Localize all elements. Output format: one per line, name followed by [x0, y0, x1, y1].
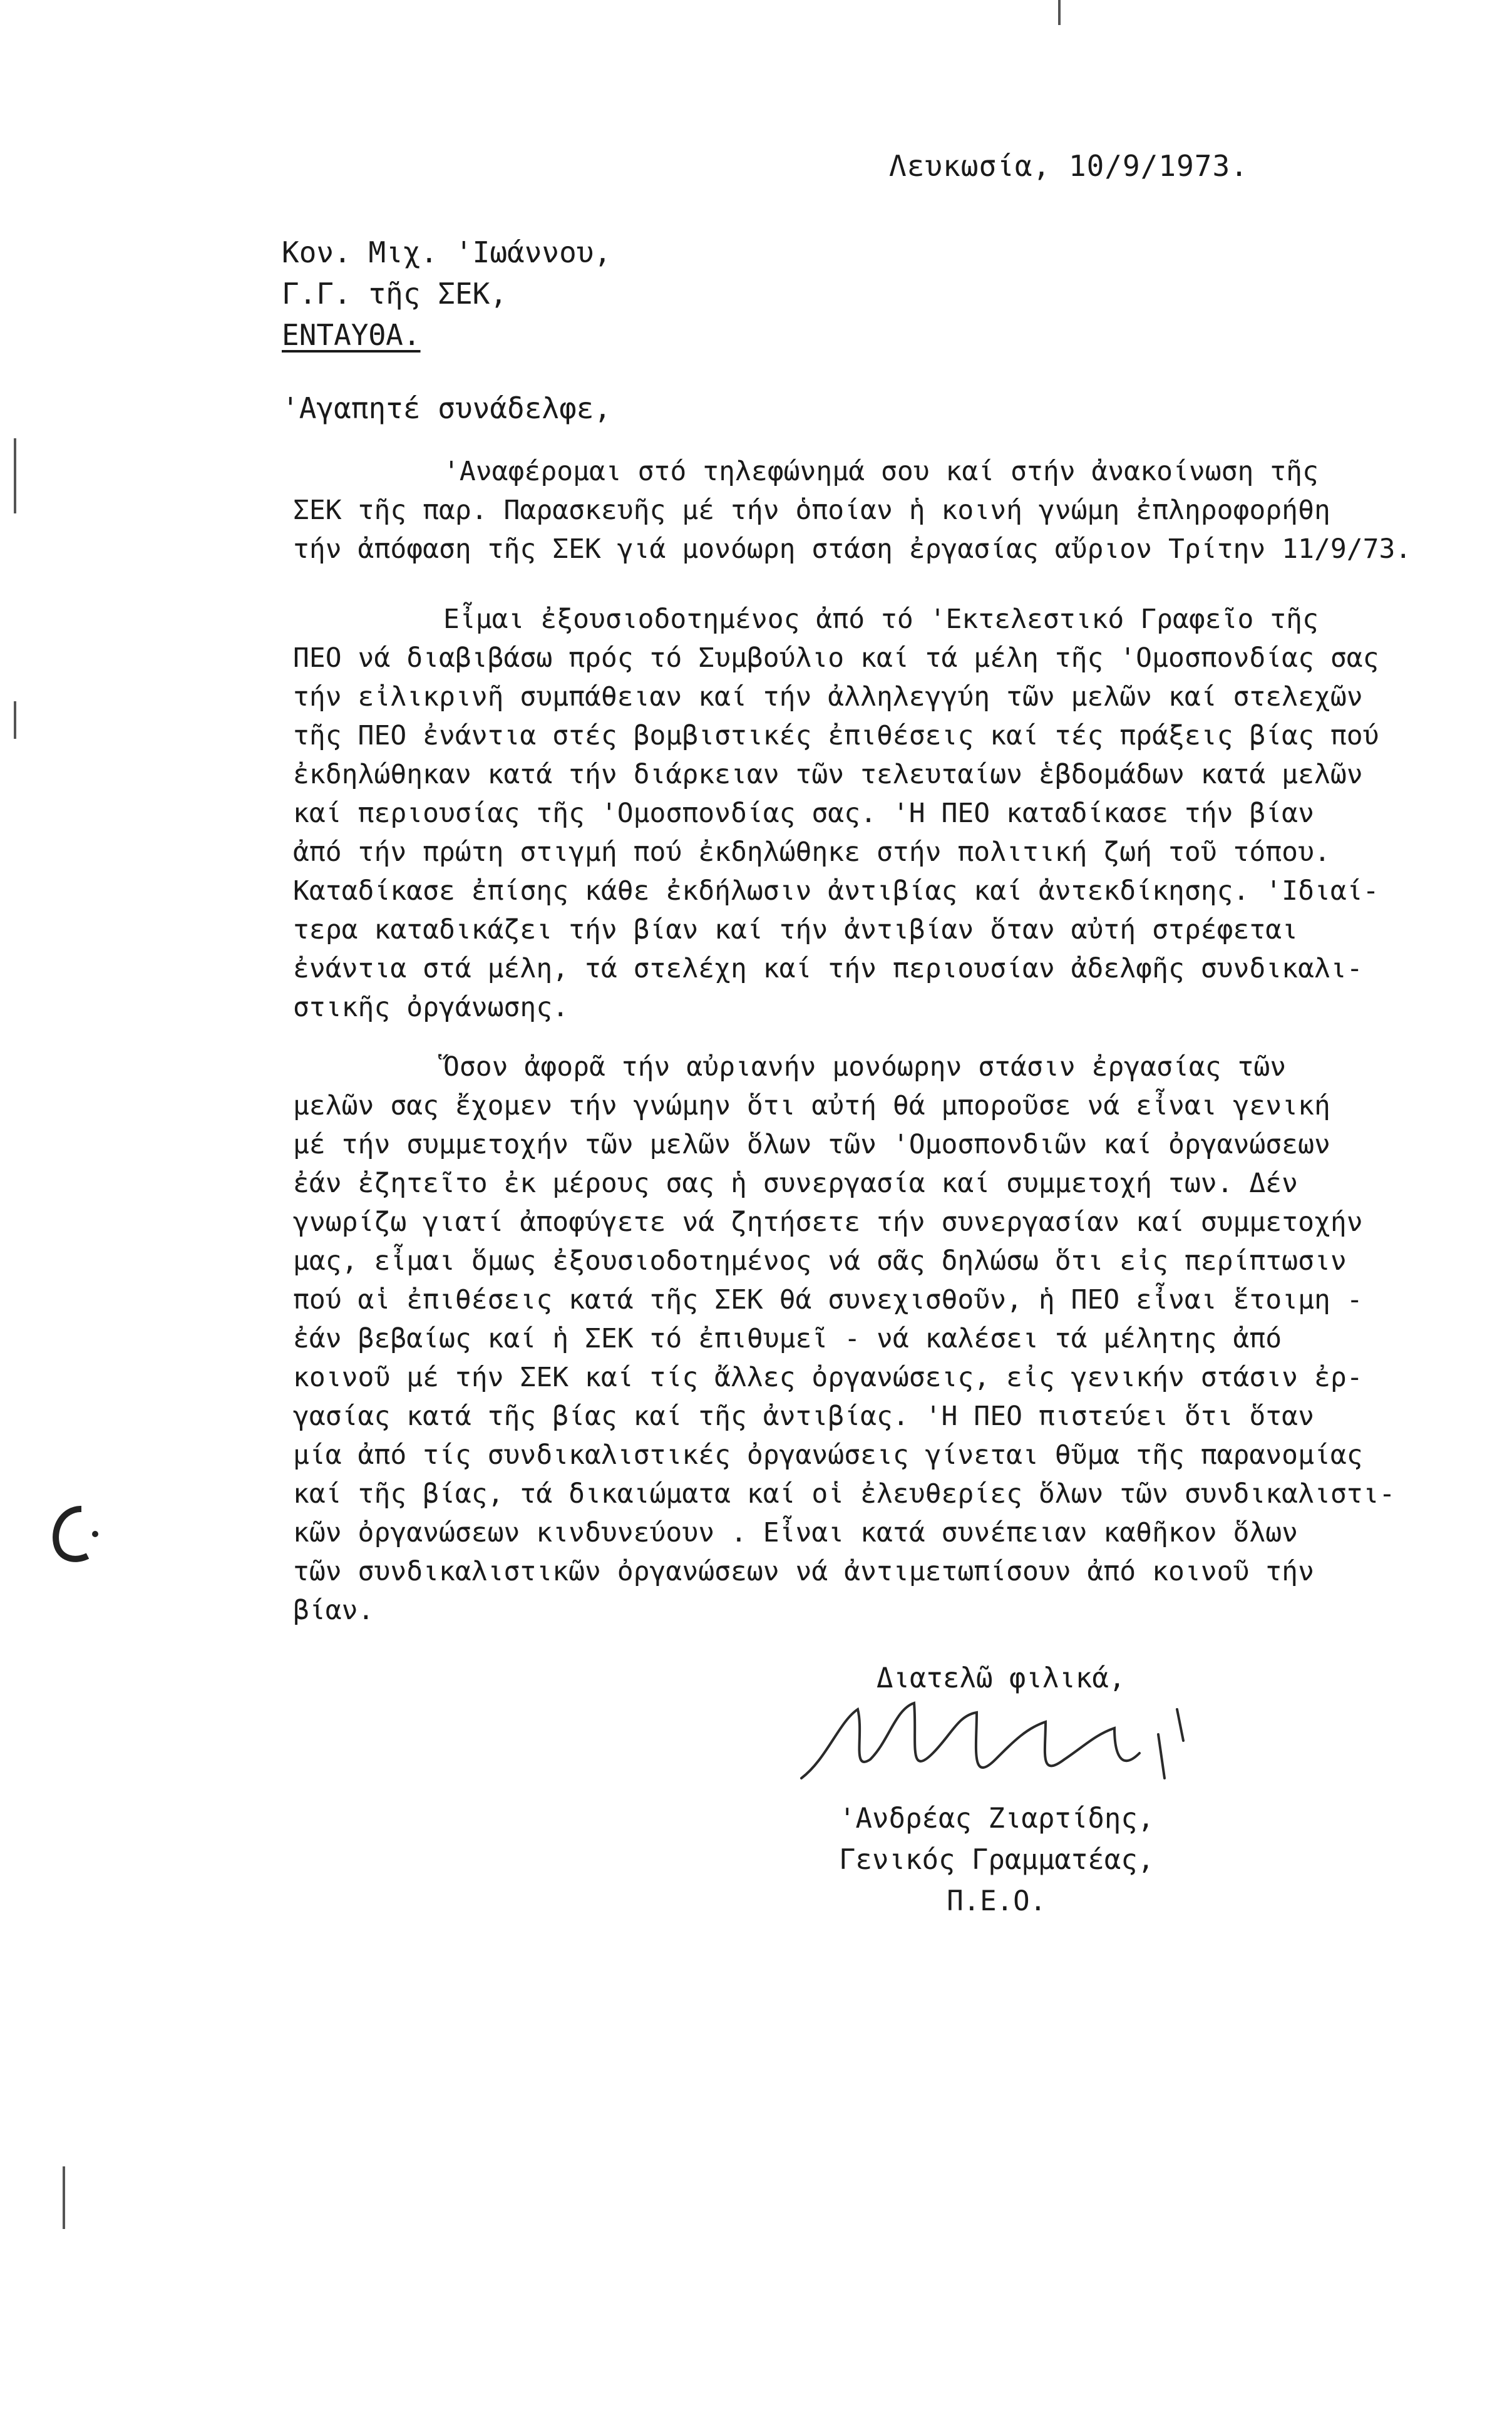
paragraph-line: βίαν. [293, 1595, 374, 1626]
paragraph-line: μέ τήν συμμετοχήν τῶν μελῶν ὅλων τῶν 'Ομοσπονδιῶν καί ὀργανώσεων [293, 1129, 1330, 1160]
paragraph-line: ἐάν βεβαίως καί ἡ ΣΕΚ τό ἐπιθυμεῖ - νά καλέσει τά μέλητης ἀπό [293, 1323, 1282, 1354]
paragraph-line: κῶν ὀργανώσεων κινδυνεύουν . Εἶναι κατά συνέπειαν καθῆκον ὅλων [293, 1517, 1299, 1548]
paragraph-line: ΠΕΟ νά διαβιβάσω πρός τό Συμβούλιο καί τά μέλη τῆς 'Ομοσπονδίας σας [293, 642, 1379, 674]
letter-date: Λευκωσία, 10/9/1973. [889, 149, 1248, 183]
signature-block [839, 1798, 1154, 1922]
scan-edge-mark [14, 438, 16, 513]
paragraph-line: κοινοῦ μέ τήν ΣΕΚ καί τίς ἄλλες ὀργανώσεις, εἰς γενικήν στάσιν ἐρ- [293, 1362, 1363, 1393]
paragraph-line: 'Αναφέρομαι στό τηλεφώνημά σου καί στήν ἀνακοίνωση τῆς [443, 456, 1319, 487]
paragraph-line: τῶν συνδικαλιστικῶν ὀργανώσεων νά ἀντιμετωπίσουν ἀπό κοινοῦ τήν [293, 1556, 1314, 1587]
paragraph-line: στικῆς ὀργάνωσης. [293, 992, 569, 1023]
paragraph-line: ἐάν ἐζητεῖτο ἐκ μέρους σας ἡ συνεργασία καί συμμετοχή των. Δέν [293, 1168, 1299, 1199]
paragraph-line: Καταδίκασε ἐπίσης κάθε ἐκδήλωσιν ἀντιβίας καί ἀντεκδίκησης. 'Ιδιαί- [293, 875, 1379, 907]
recipient-location: ΕΝΤΑΥΘΑ. [282, 318, 421, 352]
paragraph-line: τερα καταδικάζει τήν βίαν καί τήν ἀντιβίαν ὅταν αὐτή στρέφεται [293, 914, 1299, 945]
paragraph-line: τήν ἀπόφαση τῆς ΣΕΚ γιά μονόωρη στάση ἐργασίας αὔριον Τρίτην 11/9/73. [293, 533, 1412, 565]
paragraph-1 [293, 452, 1412, 569]
scan-edge-mark [1058, 0, 1061, 25]
signatory-name: 'Ανδρέας Ζιαρτίδης, [839, 1803, 1155, 1835]
paragraph-line: ἀπό τήν πρώτη στιγμή πού ἐκδηλώθηκε στήν πολιτική ζωή τοῦ τόπου. [293, 837, 1330, 868]
recipient-title: Γ.Γ. τῆς ΣΕΚ, [282, 277, 508, 311]
paragraph-line: καί περιουσίας τῆς 'Ομοσπονδίας σας. 'Η ΠΕΟ καταδίκασε τήν βίαν [293, 798, 1314, 829]
paragraph-line: μελῶν σας ἔχομεν τήν γνώμην ὅτι αὐτή θά μποροῦσε νά εἶναι γενική [293, 1090, 1330, 1121]
recipient-address [282, 232, 611, 356]
paragraph-line: Εἶμαι ἐξουσιοδοτημένος ἀπό τό 'Εκτελεστικό Γραφεῖο τῆς [443, 604, 1319, 635]
paragraph-line: τῆς ΠΕΟ ἐνάντια στές βομβιστικές ἐπιθέσεις καί τές πράξεις βίας πού [293, 720, 1379, 751]
paragraph-line: τήν εἰλικρινῆ συμπάθειαν καί τήν ἀλληλεγγύη τῶν μελῶν καί στελεχῶν [293, 681, 1363, 713]
paragraph-line: γασίας κατά τῆς βίας καί τῆς ἀντιβίας. 'Η ΠΕΟ πιστεύει ὅτι ὅταν [293, 1401, 1314, 1432]
punch-hole-mark [38, 1496, 106, 1572]
paragraph-line: πού αἱ ἐπιθέσεις κατά τῆς ΣΕΚ θά συνεχισθοῦν, ἡ ΠΕΟ εἶναι ἕτοιμη - [293, 1284, 1363, 1315]
closing: Διατελῶ φιλικά, [877, 1662, 1126, 1694]
paragraph-line: ἐκδηλώθηκαν κατά τήν διάρκειαν τῶν τελευταίων ἑβδομάδων κατά μελῶν [293, 759, 1363, 790]
salutation: 'Αγαπητέ συνάδελφε, [282, 391, 612, 425]
paragraph-2 [293, 600, 1379, 1027]
paragraph-line: γνωρίζω γιατί ἀποφύγετε νά ζητήσετε τήν συνεργασίαν καί συμμετοχήν [293, 1207, 1363, 1238]
paragraph-line: Ὅσον ἀφορᾶ τήν αὐριανήν μονόωρην στάσιν ἐργασίας τῶν [443, 1051, 1287, 1083]
signatory-organization: Π.Ε.Ο. [947, 1885, 1047, 1917]
paragraph-line: καί τῆς βίας, τά δικαιώματα καί οἱ ἐλευθερίες ὅλων τῶν συνδικαλιστι- [293, 1478, 1396, 1510]
paragraph-line: μία ἀπό τίς συνδικαλιστικές ὀργανώσεις γίνεται θῦμα τῆς παρανομίας [293, 1439, 1363, 1471]
paragraph-line: ἐνάντια στά μέλη, τά στελέχη καί τήν περιουσίαν ἀδελφῆς συνδικαλι- [293, 953, 1363, 984]
paragraph-3 [293, 1048, 1396, 1630]
handwritten-signature [789, 1684, 1240, 1810]
signatory-title: Γενικός Γραμματέας, [839, 1844, 1155, 1876]
scan-edge-mark [63, 2166, 65, 2229]
scan-edge-mark [14, 701, 16, 739]
paragraph-line: μας, εἶμαι ὅμως ἐξουσιοδοτημένος νά σᾶς δηλώσω ὅτι εἰς περίπτωσιν [293, 1245, 1347, 1277]
paragraph-line: ΣΕΚ τῆς παρ. Παρασκευῆς μέ τήν ὁποίαν ἡ κοινή γνώμη ἐπληροφορήθη [293, 495, 1330, 526]
recipient-name: Κον. Μιχ. 'Ιωάννου, [282, 235, 612, 269]
